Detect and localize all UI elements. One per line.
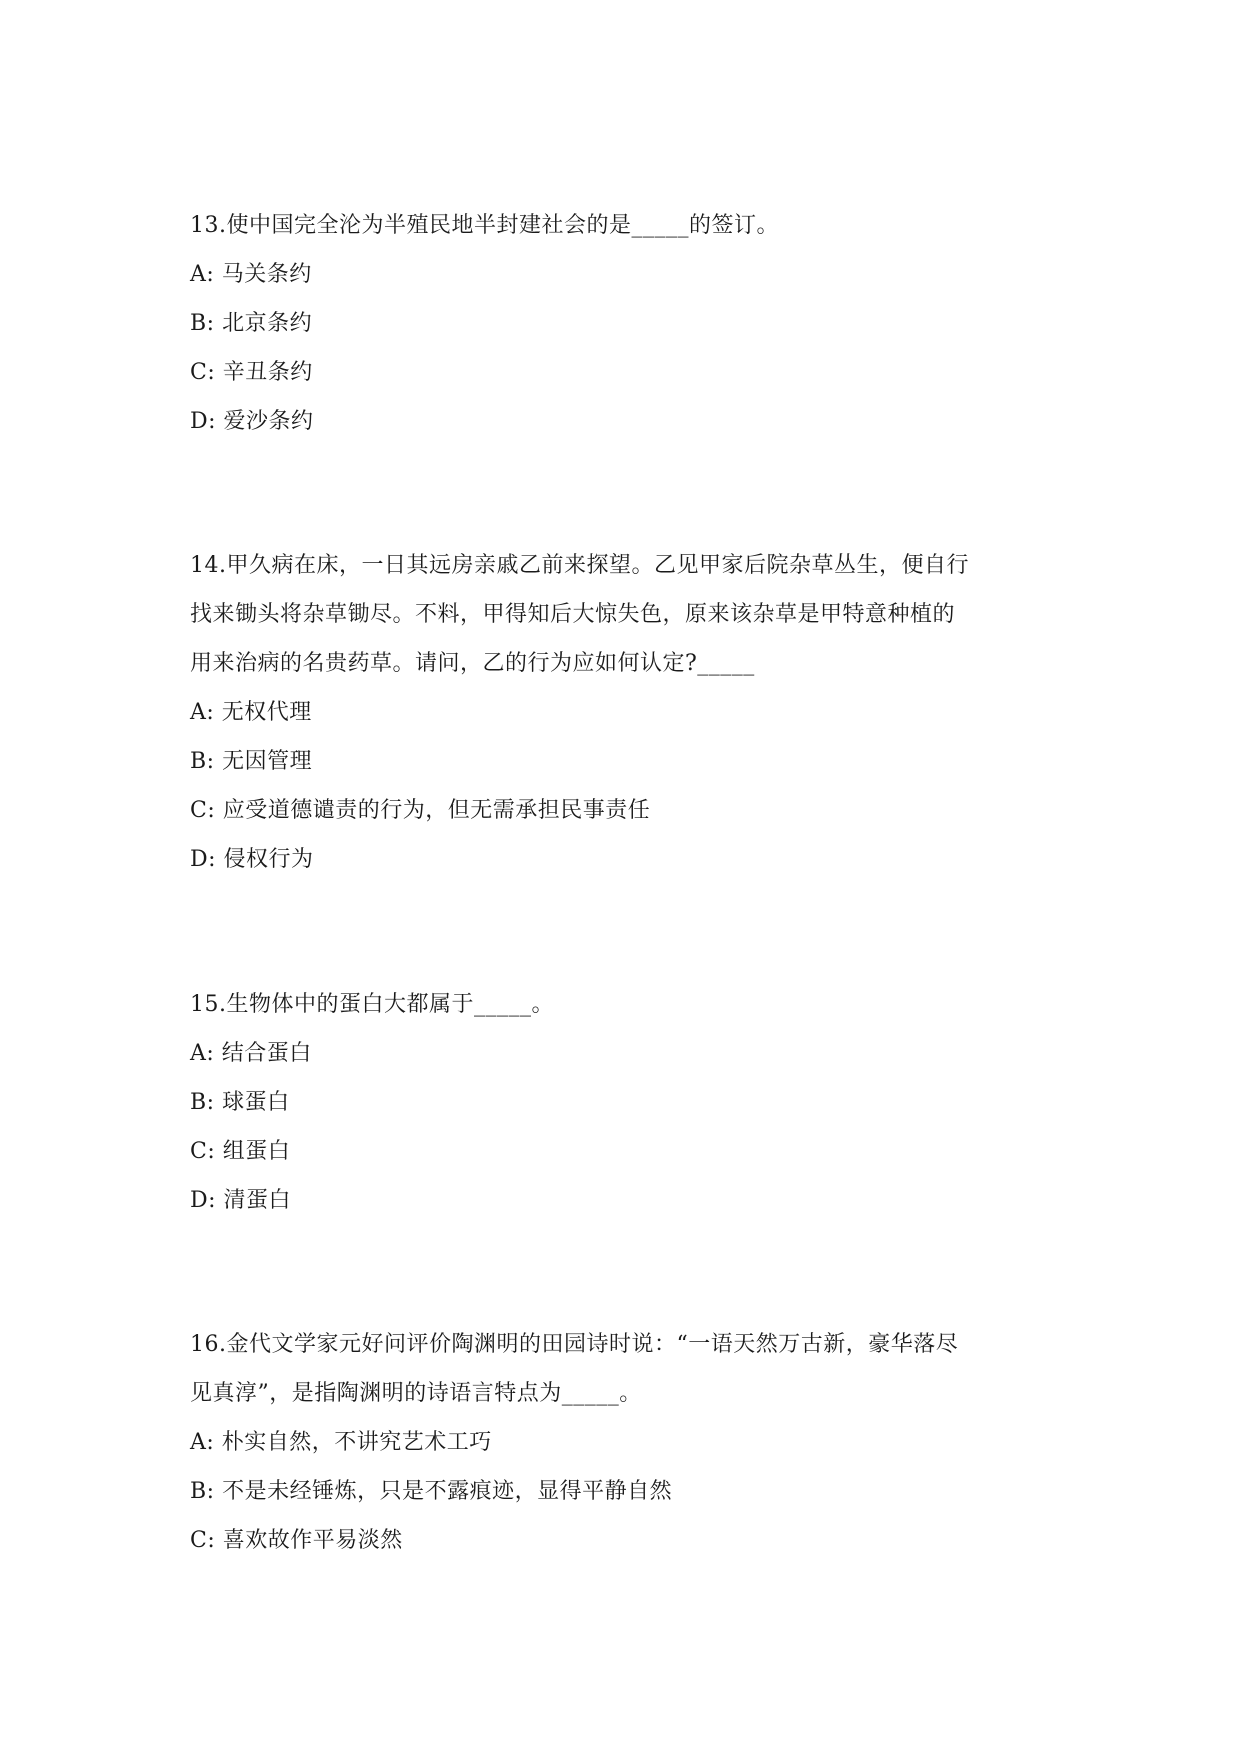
option-b: B: 北京条约 bbox=[190, 311, 313, 336]
option-a: A: 结合蛋白 bbox=[190, 1041, 312, 1066]
option-a: A: 马关条约 bbox=[190, 262, 312, 287]
question-14 bbox=[190, 541, 1070, 884]
option-a: A: 无权代理 bbox=[190, 700, 312, 725]
question-stem-line: 14.甲久病在床，一日其远房亲戚乙前来探望。乙见甲家后院杂草丛生，便自行 bbox=[190, 553, 969, 578]
question-stem-line: 见真淳”，是指陶渊明的诗语言特点为_____。 bbox=[190, 1381, 642, 1406]
question-stem: 15.生物体中的蛋白大都属于_____。 bbox=[190, 992, 554, 1017]
question-15 bbox=[190, 980, 1070, 1225]
option-b: B: 无因管理 bbox=[190, 749, 313, 774]
option-c: C: 喜欢故作平易淡然 bbox=[190, 1528, 403, 1553]
option-c: C: 辛丑条约 bbox=[190, 360, 313, 385]
option-c: C: 组蛋白 bbox=[190, 1139, 291, 1164]
option-d: D: 侵权行为 bbox=[190, 847, 314, 872]
option-a: A: 朴实自然，不讲究艺术工巧 bbox=[190, 1430, 492, 1455]
option-b: B: 不是未经锤炼，只是不露痕迹，显得平静自然 bbox=[190, 1479, 673, 1504]
question-13 bbox=[190, 201, 1070, 446]
question-16 bbox=[190, 1320, 1070, 1565]
question-stem-line: 找来锄头将杂草锄尽。不料，甲得知后大惊失色，原来该杂草是甲特意种植的 bbox=[190, 602, 956, 627]
option-d: D: 爱沙条约 bbox=[190, 409, 314, 434]
option-b: B: 球蛋白 bbox=[190, 1090, 290, 1115]
question-stem-line: 用来治病的名贵药草。请问，乙的行为应如何认定?_____ bbox=[190, 651, 755, 676]
question-stem: 13.使中国完全沦为半殖民地半封建社会的是_____的签订。 bbox=[190, 213, 779, 238]
option-c: C: 应受道德谴责的行为，但无需承担民事责任 bbox=[190, 798, 651, 823]
question-stem-line: 16.金代文学家元好问评价陶渊明的田园诗时说：“一语天然万古新，豪华落尽 bbox=[190, 1332, 959, 1357]
option-d: D: 清蛋白 bbox=[190, 1188, 292, 1213]
